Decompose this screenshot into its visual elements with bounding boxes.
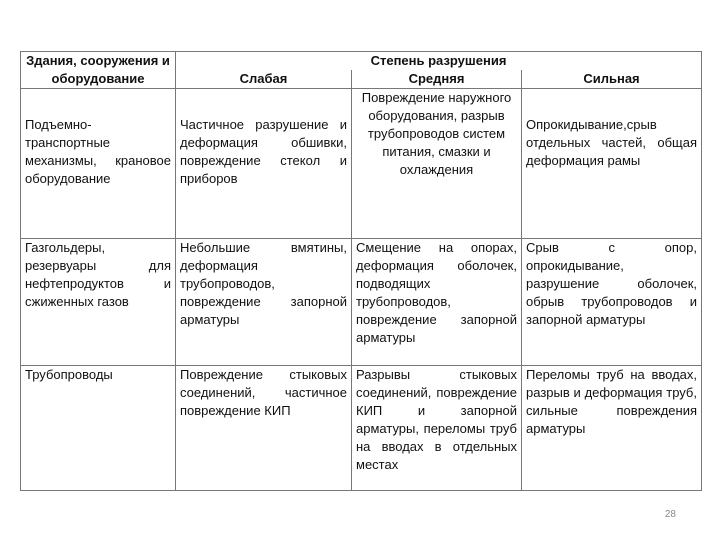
header-medium: Средняя xyxy=(352,70,522,89)
cell-weak: Частичное разрушение и деформация обшивки, повреждение стекол и приборов xyxy=(176,89,352,239)
table-row xyxy=(21,239,702,366)
cell-medium: Разрывы стыковых соединений, повреждение КИП и запорной арматуры, переломы труб на вводах в отдельных местах xyxy=(352,366,522,491)
table-row xyxy=(21,366,702,491)
damage-table xyxy=(20,51,702,491)
table-row xyxy=(21,89,702,239)
header-objects: Здания, сооружения и оборудование xyxy=(21,52,176,89)
cell-object: Подъемно-транспортные механизмы, крановое оборудование xyxy=(21,89,176,239)
header-weak: Слабая xyxy=(176,70,352,89)
page-number: 28 xyxy=(664,509,676,520)
header-row-top xyxy=(21,52,702,71)
cell-strong: Переломы труб на вводах, разрыв и деформация труб, сильные повреждения арматуры xyxy=(522,366,702,491)
cell-object: Трубопроводы xyxy=(21,366,176,491)
header-degree: Степень разрушения xyxy=(176,52,702,71)
cell-weak: Повреждение стыковых соединений, частичное повреждение КИП xyxy=(176,366,352,491)
cell-medium: Смещение на опорах, деформация оболочек, подводящих трубопроводов, повреждение запорной арматуры xyxy=(352,239,522,366)
cell-strong: Срыв с опор, опрокидывание, разрушение оболочек, обрыв трубопроводов и запорной арматуры xyxy=(522,239,702,366)
header-strong: Сильная xyxy=(522,70,702,89)
cell-strong: Опрокидывание,срыв отдельных частей, общая деформация рамы xyxy=(522,89,702,239)
cell-object: Газгольдеры, резервуары для нефтепродуктов и сжиженных газов xyxy=(21,239,176,366)
cell-medium: Повреждение наружного оборудования, разрыв трубопроводов систем питания, смазки и охлаждения xyxy=(352,89,522,239)
cell-weak: Небольшие вмятины, деформация трубопроводов, повреждение запорной арматуры xyxy=(176,239,352,366)
